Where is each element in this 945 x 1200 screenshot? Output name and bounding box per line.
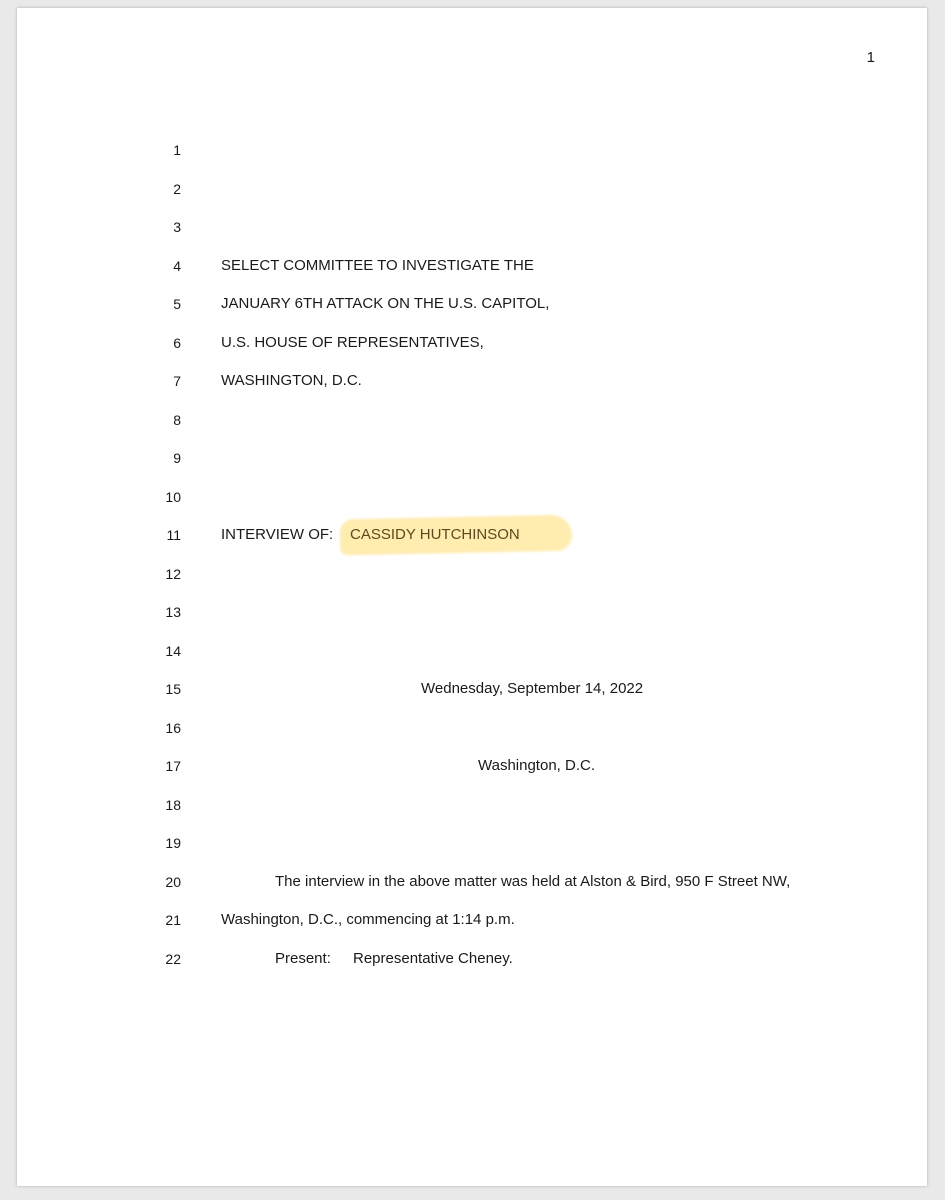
line-number: 13: [165, 604, 181, 620]
line-number: 16: [165, 720, 181, 736]
committee-title-line-2: JANUARY 6TH ATTACK ON THE U.S. CAPITOL,: [221, 295, 550, 312]
transcript-line: [17, 677, 927, 701]
line-number: 18: [165, 797, 181, 813]
body-paragraph-line-2: Washington, D.C., commencing at 1:14 p.m.: [221, 911, 515, 928]
transcript-line: [17, 639, 927, 663]
line-number: 4: [173, 258, 181, 274]
transcript-line: [17, 523, 927, 547]
transcript-line: [17, 215, 927, 239]
committee-title-line-3: U.S. HOUSE OF REPRESENTATIVES,: [221, 334, 484, 351]
interviewee-name: CASSIDY HUTCHINSON: [350, 526, 520, 543]
line-number: 9: [173, 450, 181, 466]
transcript-line: [17, 138, 927, 162]
transcript-line: [17, 446, 927, 470]
transcript-line: [17, 562, 927, 586]
transcript-line: [17, 485, 927, 509]
present-value: Representative Cheney.: [353, 950, 513, 967]
transcript-line: [17, 600, 927, 624]
transcript-line: [17, 408, 927, 432]
line-number: 8: [173, 412, 181, 428]
body-paragraph-line-1: The interview in the above matter was held at Alston & Bird, 950 F Street NW,: [275, 873, 791, 890]
committee-title-line-4: WASHINGTON, D.C.: [221, 372, 362, 389]
line-number: 21: [165, 912, 181, 928]
page-number: 1: [866, 49, 875, 66]
transcript-line: [17, 331, 927, 355]
committee-title-line-1: SELECT COMMITTEE TO INVESTIGATE THE: [221, 257, 534, 274]
transcript-line: [17, 831, 927, 855]
line-number: 7: [173, 373, 181, 389]
transcript-line: [17, 947, 927, 971]
interview-label: INTERVIEW OF:: [221, 526, 334, 543]
transcript-line: [17, 908, 927, 932]
present-label: Present:: [275, 950, 331, 967]
transcript-line: [17, 754, 927, 778]
line-number: 19: [165, 835, 181, 851]
line-number: 14: [165, 643, 181, 659]
line-number: 5: [173, 296, 181, 312]
line-number: 17: [165, 758, 181, 774]
transcript-line: [17, 369, 927, 393]
line-number: 12: [165, 566, 181, 582]
transcript-line: [17, 177, 927, 201]
interview-date: Wednesday, September 14, 2022: [421, 680, 644, 697]
line-number: 10: [165, 489, 181, 505]
line-number: 11: [166, 527, 181, 543]
line-number: 1: [173, 142, 181, 158]
transcript-line: [17, 254, 927, 278]
transcript-line: [17, 870, 927, 894]
transcript-line: [17, 292, 927, 316]
interview-location: Washington, D.C.: [478, 757, 595, 774]
transcript-line: [17, 793, 927, 817]
line-number: 6: [173, 335, 181, 351]
line-number: 22: [165, 951, 181, 967]
line-number: 3: [173, 219, 181, 235]
line-number: 15: [165, 681, 181, 697]
transcript-line: [17, 716, 927, 740]
document-page: [17, 8, 927, 1186]
line-number: 2: [173, 181, 181, 197]
line-number: 20: [165, 874, 181, 890]
